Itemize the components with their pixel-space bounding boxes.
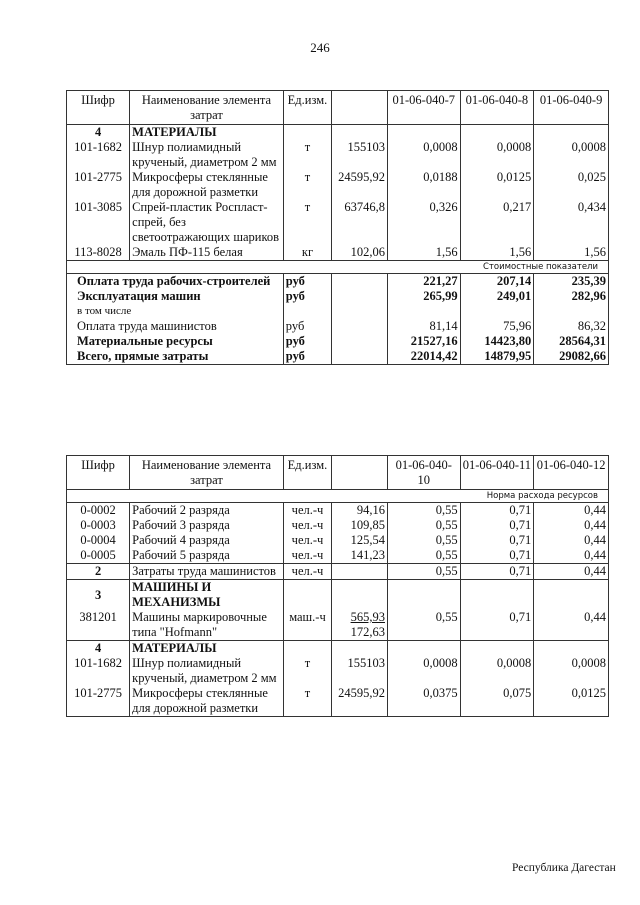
row-value-2: 0,0125: [460, 170, 534, 200]
row-name: Спрей-пластик Роспласт-спрей, без светоотражающих шариков: [130, 200, 284, 245]
row-unit: т: [283, 170, 331, 200]
summary-value-3: 29082,66: [534, 349, 609, 365]
summary-value-3: 28564,31: [534, 334, 609, 349]
row-value-2: 0,71: [460, 518, 534, 533]
row-code: 0-0005: [67, 548, 130, 564]
section-row: [67, 641, 609, 657]
row-name: Эмаль ПФ-115 белая: [130, 245, 284, 261]
row-value-1: 0,55: [387, 518, 460, 533]
row-value-2: 0,71: [460, 610, 534, 641]
section-title: МАТЕРИАЛЫ: [130, 125, 284, 141]
table-row: [67, 140, 609, 170]
summary-row-total: [67, 349, 609, 365]
row-value-3: 0,0008: [534, 656, 609, 686]
row-code: 101-2775: [67, 170, 130, 200]
section-code: 3: [67, 580, 130, 611]
resource-norm-band: [67, 490, 609, 503]
summary-value-1: 221,27: [387, 274, 460, 290]
summary-row: [67, 274, 609, 290]
row-price: 155103: [332, 140, 388, 170]
table-row: [67, 548, 609, 564]
row-value-1: 1,56: [387, 245, 460, 261]
row-value-2: 0,71: [460, 548, 534, 564]
summary-row: [67, 289, 609, 304]
row-unit: маш.-ч: [283, 610, 331, 641]
row-value-2: 0,71: [460, 564, 534, 580]
row-value-2: 0,71: [460, 503, 534, 519]
summary-name: Всего, прямые затраты: [67, 349, 284, 365]
row-value-2: 0,0008: [460, 656, 534, 686]
row-value-3: 1,56: [534, 245, 609, 261]
row-value-3: 0,434: [534, 200, 609, 245]
row-value-1: 0,0008: [387, 140, 460, 170]
row-name: Рабочий 4 разряда: [130, 533, 284, 548]
row-value-3: 0,44: [534, 533, 609, 548]
row-name: Шнур полиамидный крученый, диаметром 2 мм: [130, 656, 284, 686]
header-price: [332, 91, 388, 125]
summary-name: Оплата труда рабочих-строителей: [67, 274, 284, 290]
summary-name: Эксплуатация машин: [67, 289, 284, 304]
row-value-3: 0,44: [534, 610, 609, 641]
row-unit: т: [283, 656, 331, 686]
table-row: [67, 656, 609, 686]
section-code: 4: [67, 641, 130, 657]
section-title: МАШИНЫ И МЕХАНИЗМЫ: [130, 580, 284, 611]
table-header: [67, 91, 609, 125]
table-row: [67, 533, 609, 548]
header-unit: Ед.изм.: [283, 456, 331, 490]
row-price: 24595,92: [332, 170, 388, 200]
operators-row: [67, 564, 609, 580]
summary-name: Оплата труда машинистов: [67, 319, 284, 334]
header-col-2: 01-06-040-11: [460, 456, 534, 490]
row-code: 0-0002: [67, 503, 130, 519]
row-value-1: 0,55: [387, 548, 460, 564]
row-price: [332, 610, 388, 641]
price-denominator: 172,63: [350, 625, 385, 639]
row-price: 155103: [332, 656, 388, 686]
row-code: 381201: [67, 610, 130, 641]
cost-indicators-band: [67, 261, 609, 274]
summary-unit: руб: [283, 319, 331, 334]
row-value-3: 0,44: [534, 548, 609, 564]
summary-unit: руб: [283, 349, 331, 365]
table-header: [67, 456, 609, 490]
summary-value-1: 265,99: [387, 289, 460, 304]
summary-name: в том числе: [67, 304, 284, 319]
row-name: Микросферы стеклянные для дорожной разметки: [130, 170, 284, 200]
summary-unit: руб: [283, 334, 331, 349]
row-code: 0-0003: [67, 518, 130, 533]
header-col-3: 01-06-040-9: [534, 91, 609, 125]
row-unit: т: [283, 140, 331, 170]
row-value-1: 0,55: [387, 533, 460, 548]
table-row: [67, 610, 609, 641]
row-code: 101-3085: [67, 200, 130, 245]
table-row: [67, 503, 609, 519]
row-name: Затраты труда машинистов: [130, 564, 284, 580]
row-name: Рабочий 5 разряда: [130, 548, 284, 564]
row-value-2: 1,56: [460, 245, 534, 261]
section-code: 4: [67, 125, 130, 141]
header-price: [332, 456, 388, 490]
page-number: 246: [310, 40, 330, 55]
table-row: [67, 686, 609, 717]
row-name: Рабочий 3 разряда: [130, 518, 284, 533]
summary-value-1: 22014,42: [387, 349, 460, 365]
row-value-1: 0,326: [387, 200, 460, 245]
row-name: Шнур полиамидный крученый, диаметром 2 мм: [130, 140, 284, 170]
band-label: Норма расхода ресурсов: [67, 490, 609, 503]
row-unit: т: [283, 200, 331, 245]
header-name: Наименование элемента затрат: [130, 456, 284, 490]
row-value-1: 0,0188: [387, 170, 460, 200]
row-value-2: 0,71: [460, 533, 534, 548]
summary-value-3: 282,96: [534, 289, 609, 304]
header-code: Шифр: [67, 456, 130, 490]
summary-value-3: 235,39: [534, 274, 609, 290]
row-name: Микросферы стеклянные для дорожной разметки: [130, 686, 284, 717]
row-code: 101-1682: [67, 656, 130, 686]
row-price: 63746,8: [332, 200, 388, 245]
row-name: Машины маркировочные типа "Hofmann": [130, 610, 284, 641]
summary-name: Материальные ресурсы: [67, 334, 284, 349]
header-col-1: 01-06-040-10: [387, 456, 460, 490]
row-value-2: 0,0008: [460, 140, 534, 170]
summary-unit: руб: [283, 289, 331, 304]
price-numerator: 565,93: [350, 610, 385, 624]
summary-value-2: 249,01: [460, 289, 534, 304]
row-value-1: 0,0008: [387, 656, 460, 686]
summary-value-1: 21527,16: [387, 334, 460, 349]
row-unit: т: [283, 686, 331, 717]
table-row: [67, 200, 609, 245]
row-price: 141,23: [332, 548, 388, 564]
row-value-3: 0,0008: [534, 140, 609, 170]
row-price: 94,16: [332, 503, 388, 519]
band-label: Стоимостные показатели: [67, 261, 609, 274]
summary-value-2: 14423,80: [460, 334, 534, 349]
header-col-1: 01-06-040-7: [387, 91, 460, 125]
row-value-2: 0,217: [460, 200, 534, 245]
summary-row: [67, 304, 609, 319]
section-row: [67, 125, 609, 141]
summary-unit: руб: [283, 274, 331, 290]
row-code: 101-1682: [67, 140, 130, 170]
row-price: 125,54: [332, 533, 388, 548]
row-price: 24595,92: [332, 686, 388, 717]
row-unit: кг: [283, 245, 331, 261]
row-unit: чел.-ч: [283, 518, 331, 533]
row-value-3: 0,44: [534, 564, 609, 580]
row-price: [332, 564, 388, 580]
resource-table-1: [66, 90, 609, 365]
table-row: [67, 170, 609, 200]
row-value-3: 0,44: [534, 518, 609, 533]
row-value-1: 0,55: [387, 564, 460, 580]
row-value-1: 0,0375: [387, 686, 460, 717]
table-row: [67, 518, 609, 533]
row-code: 2: [67, 564, 130, 580]
section-row: [67, 580, 609, 611]
row-code: 101-2775: [67, 686, 130, 717]
resource-table-2: [66, 455, 609, 717]
row-name: Рабочий 2 разряда: [130, 503, 284, 519]
row-value-3: 0,44: [534, 503, 609, 519]
row-code: 113-8028: [67, 245, 130, 261]
row-unit: чел.-ч: [283, 533, 331, 548]
row-unit: чел.-ч: [283, 564, 331, 580]
summary-value-3: 86,32: [534, 319, 609, 334]
summary-value-2: 207,14: [460, 274, 534, 290]
header-code: Шифр: [67, 91, 130, 125]
header-name: Наименование элемента затрат: [130, 91, 284, 125]
summary-value-1: 81,14: [387, 319, 460, 334]
row-value-1: 0,55: [387, 503, 460, 519]
summary-row: [67, 319, 609, 334]
table-row: [67, 245, 609, 261]
footer-region: Республика Дагестан: [512, 862, 616, 874]
row-value-3: 0,0125: [534, 686, 609, 717]
summary-value-2: 75,96: [460, 319, 534, 334]
summary-value-2: 14879,95: [460, 349, 534, 365]
row-value-2: 0,075: [460, 686, 534, 717]
section-title: МАТЕРИАЛЫ: [130, 641, 284, 657]
row-code: 0-0004: [67, 533, 130, 548]
row-price: 102,06: [332, 245, 388, 261]
row-price: 109,85: [332, 518, 388, 533]
header-col-3: 01-06-040-12: [534, 456, 609, 490]
row-unit: чел.-ч: [283, 548, 331, 564]
header-unit: Ед.изм.: [283, 91, 331, 125]
header-col-2: 01-06-040-8: [460, 91, 534, 125]
row-value-1: 0,55: [387, 610, 460, 641]
row-unit: чел.-ч: [283, 503, 331, 519]
row-value-3: 0,025: [534, 170, 609, 200]
summary-row: [67, 334, 609, 349]
